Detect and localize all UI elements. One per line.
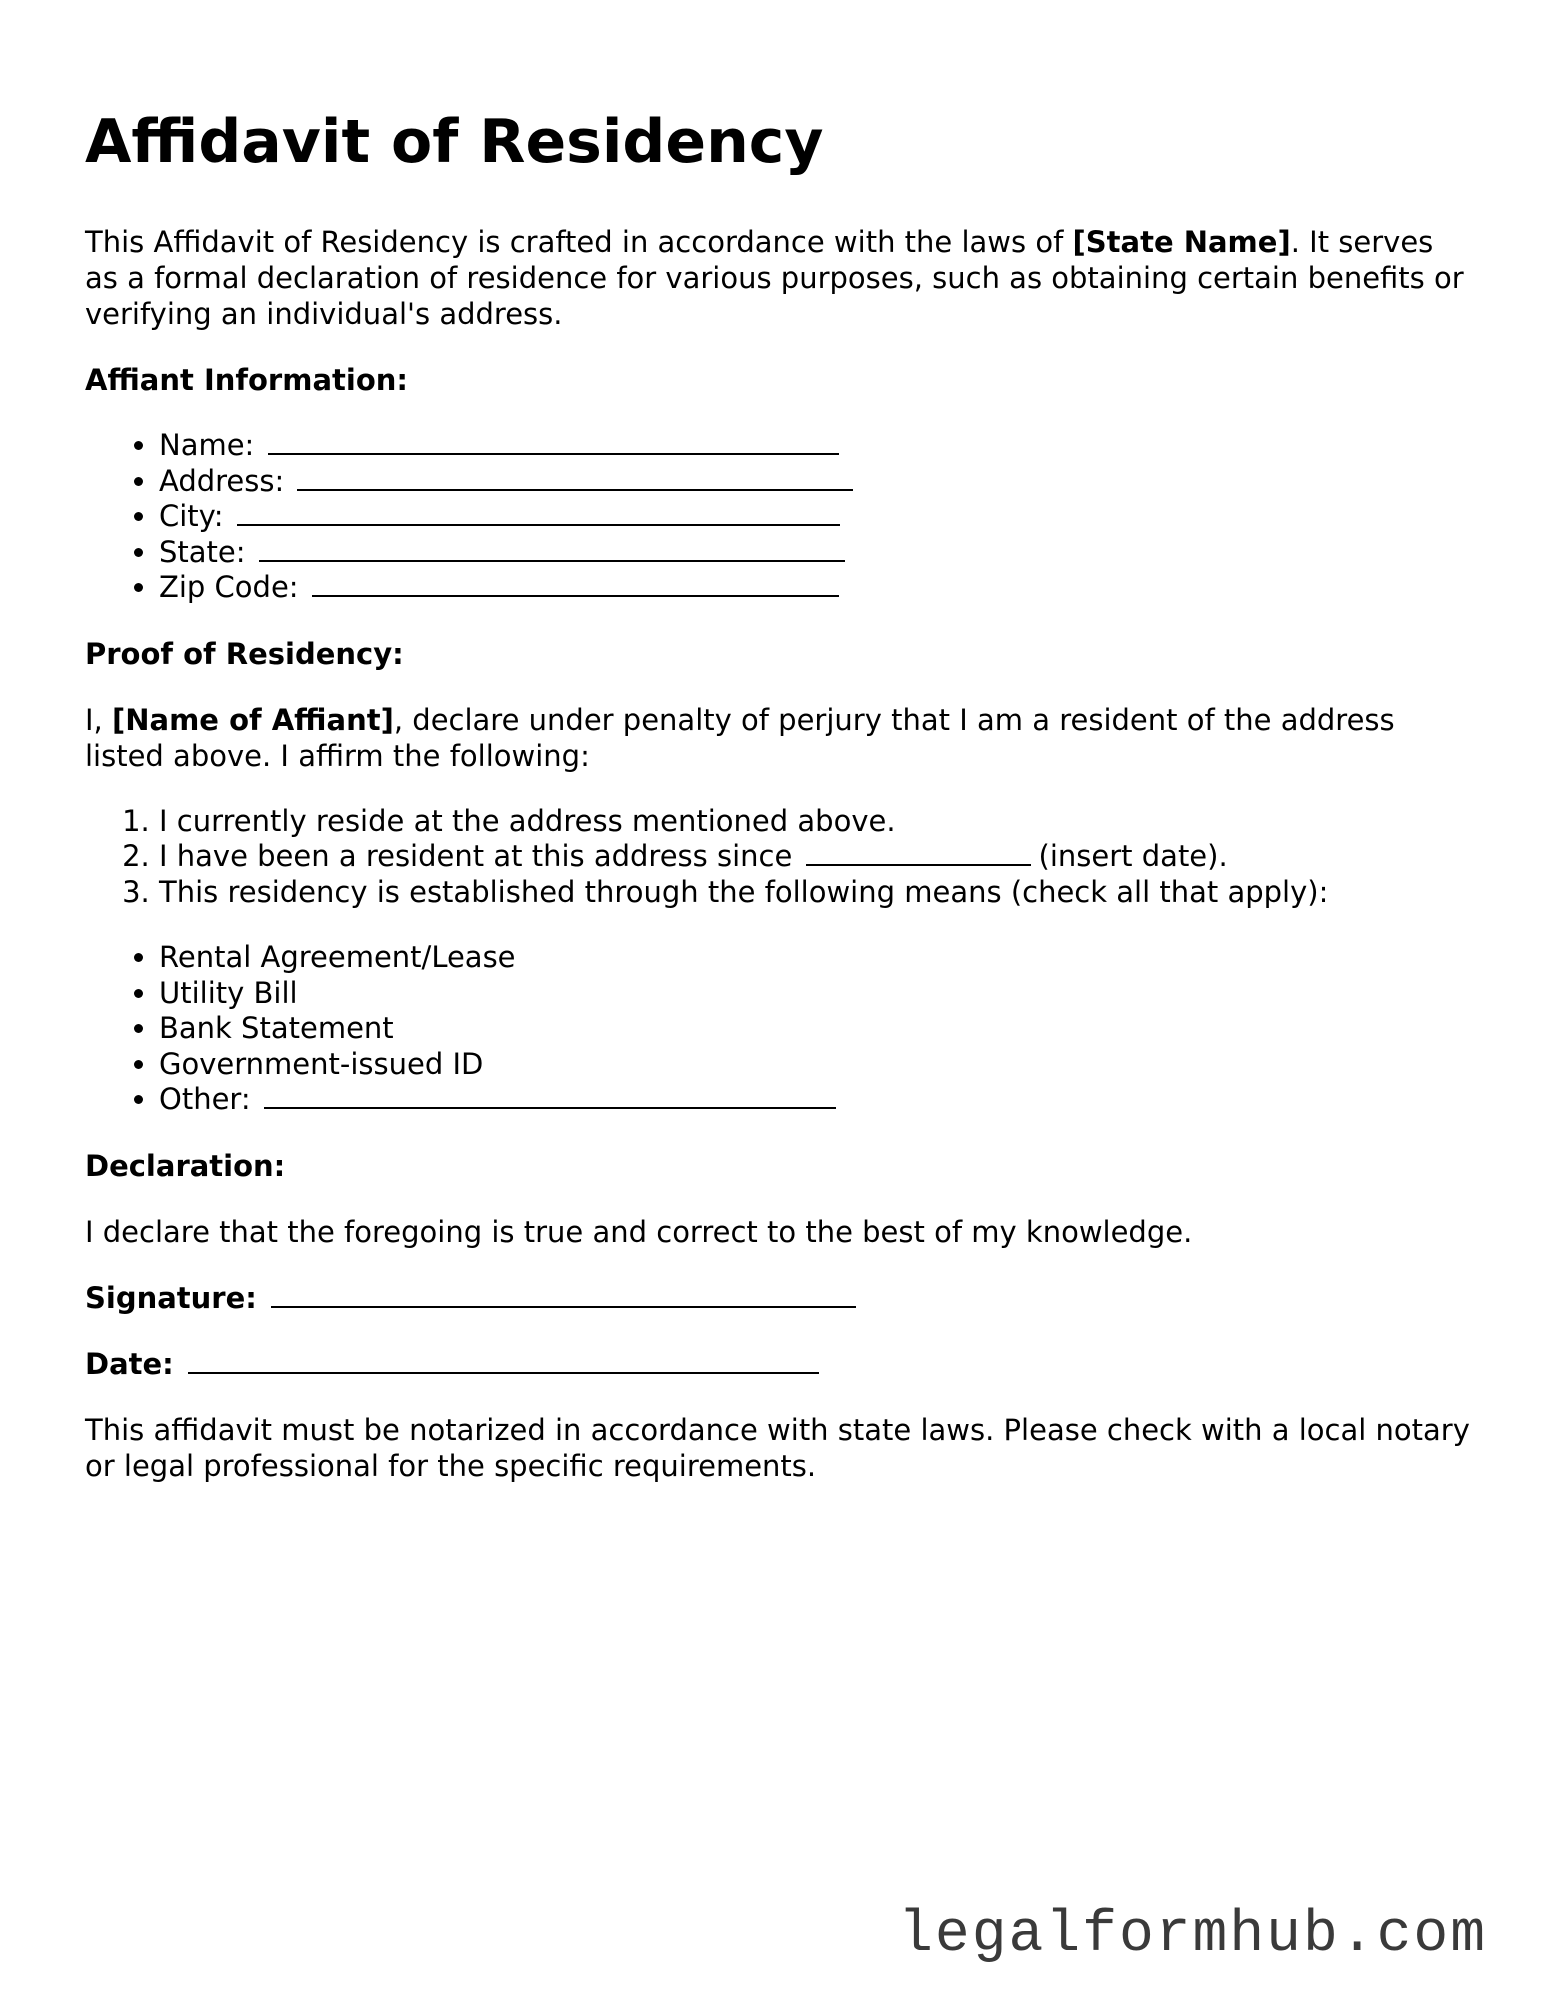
name-field-label: Name: [159,428,255,462]
intro-text-after: . It serves as a formal declaration of residence for various purposes, such as obtaining certain benefits or verifying an individual's address. [85,225,1464,331]
means-item: • Utility Bill [159,976,1475,1012]
proof-statement-after: , declare under penalty of perjury that I am a resident of the address listed above. I affirm the following: [85,702,1395,773]
list-item [159,499,1475,535]
signature-row [85,1280,1475,1316]
affiant-fields-list [85,428,1475,606]
state-name-placeholder: [State Name] [1072,225,1291,259]
date-label: Date: [85,1346,174,1381]
resident-since-date-line[interactable] [806,840,1031,866]
date-line[interactable] [188,1348,819,1374]
state-field-label: State: [159,534,246,569]
city-field-line[interactable] [237,500,840,526]
zip-code-field-line[interactable] [312,571,839,597]
date-row [85,1346,1475,1382]
proof-heading: Proof of Residency: [85,636,404,671]
means-item [159,1082,1475,1118]
resident-since-text: I have been a resident at this address since [159,839,793,873]
proof-statement [85,702,1475,774]
address-field-line[interactable] [297,465,853,491]
zip-code-field-label: Zip Code: [159,570,299,604]
list-item [159,535,1475,571]
document-title: Affidavit of Residency [85,107,824,177]
address-field-label: Address: [159,463,285,498]
means-item: • Government-issued ID [159,1047,1475,1083]
city-field-label: City: [159,499,224,533]
intro-paragraph [85,224,1475,332]
affiant-info-heading: Affiant Information: [85,363,408,397]
state-field-line[interactable] [259,536,845,562]
means-item: • Bank Statement [159,1011,1475,1047]
name-field-line[interactable] [268,429,839,455]
list-item [159,464,1475,500]
means-item: • Rental Agreement/Lease [159,940,1475,976]
signature-line[interactable] [271,1282,856,1308]
other-field-line[interactable] [264,1083,836,1109]
affirmation-item: 3. This residency is established through the following means (check all that apply): [159,875,1475,911]
declaration-text: I declare that the foregoing is true and correct to the best of my knowledge. [85,1214,1193,1249]
signature-label: Signature: [85,1280,257,1315]
insert-date-hint: (insert date). [1038,839,1228,873]
affiant-name-placeholder: [Name of Affiant] [112,702,394,737]
affirmation-item: 1. I currently reside at the address mentioned above. [159,804,1475,840]
other-label: Other: [159,1082,251,1116]
notary-note: This affidavit must be notarized in accordance with state laws. Please check with a local notary or legal professional for the specific requirements. [85,1412,1470,1483]
list-item [159,570,1475,606]
declaration-heading: Declaration: [85,1148,286,1183]
watermark: legalformhub.com [898,1903,1487,1968]
affidavit-document [85,100,1475,1514]
intro-text-before: This Affidavit of Residency is crafted in accordance with the laws of [85,225,1073,259]
affirmation-item [159,839,1475,875]
means-list [85,940,1475,1118]
proof-statement-before: I, [85,702,112,737]
affirmation-list [85,804,1475,911]
list-item [159,428,1475,464]
